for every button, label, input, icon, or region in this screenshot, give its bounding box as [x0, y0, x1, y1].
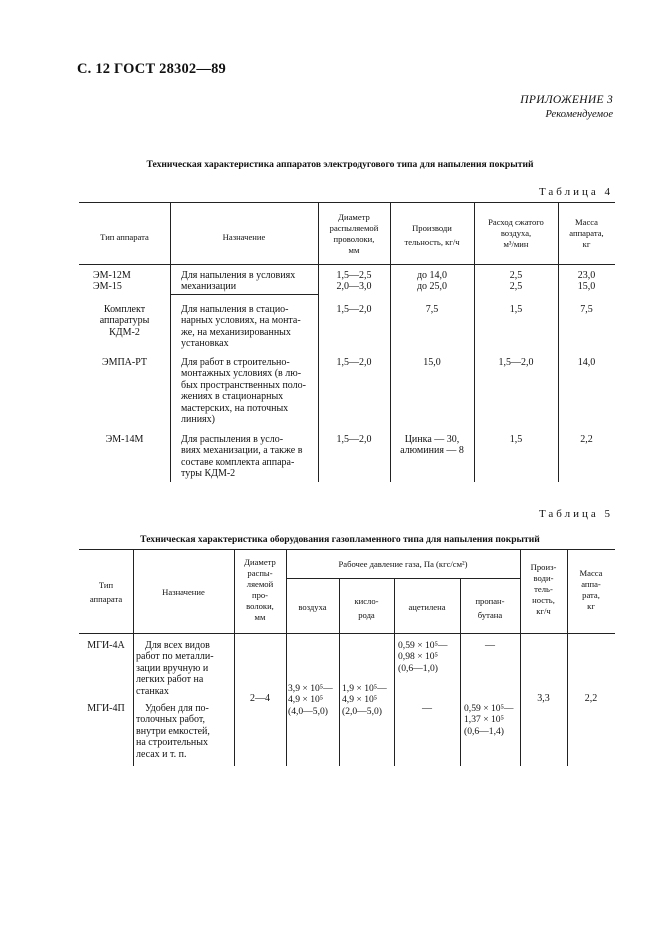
purpose-line: Для напыления в условиях [181, 270, 296, 281]
table4-row [79, 357, 170, 368]
cell-value: алюминия — 8 [400, 445, 464, 457]
cell-value: до 14,0 [416, 270, 448, 281]
purpose-line: Для напыления в стацио- [181, 304, 289, 315]
cell-value: (2,0—5,0) [342, 705, 382, 717]
header-text: кг [587, 601, 595, 611]
table4-header-purpose [170, 232, 318, 243]
table4-productivity [390, 357, 474, 368]
purpose-line: виях механизации, а также в [181, 445, 303, 457]
cell-value: 1,9 × 10⁵— [342, 683, 387, 694]
header-text: про- [251, 590, 269, 600]
table4-mass [558, 434, 615, 445]
cell-value: 4,9 × 10⁵ [342, 694, 378, 706]
purpose-line: нарных условиях, на монта- [181, 315, 301, 327]
table5-label: Таблица 5 [538, 508, 613, 520]
header-text: Назначение [162, 587, 205, 597]
table4-header-type [79, 232, 170, 243]
row-underline [170, 294, 318, 295]
table4-purpose [181, 434, 312, 480]
table5-diameter [234, 693, 286, 704]
table4-purpose [181, 270, 312, 293]
table4-row [79, 270, 170, 293]
table4-row [79, 304, 170, 338]
table4-title: Техническая характеристика аппаратов электродугового типа для напыления покрытий [146, 159, 534, 170]
cell-value: 2,2 [584, 693, 598, 704]
table5-header-type [79, 580, 133, 605]
header-text: мм [254, 612, 266, 622]
table4-purpose [181, 357, 312, 425]
table5-subheader-rule [286, 578, 520, 579]
purpose-line: же, на механизированных [181, 326, 291, 338]
cell-value: 1,5—2,0 [336, 357, 372, 368]
header-text: рода [358, 610, 375, 620]
header-text: Рабочее давление газа, Па (кгс/см²) [338, 559, 468, 569]
cell-value: 2,2 [580, 434, 593, 445]
cell-value: 1,5 [509, 434, 523, 445]
table5-title: Техническая характеристика оборудования газопламенного типа для напыления покрытий [140, 534, 540, 545]
header-text: рата, [582, 590, 600, 600]
table4-row [79, 434, 170, 445]
table4-mass [558, 357, 615, 368]
purpose-line: бых пространственных поло- [181, 379, 306, 391]
purpose-line: зации вручную и [136, 662, 209, 674]
purpose-line: мастерских, на поточных [181, 402, 289, 414]
table4-header-rule [79, 264, 615, 265]
header-text: аппа- [581, 579, 601, 589]
apparatus-type: ЭМ-14М [105, 434, 144, 445]
table4-purpose [181, 304, 312, 350]
purpose-line: станках [136, 685, 169, 697]
cell-value: (0,6—1,4) [464, 725, 504, 737]
table4-label: Таблица 4 [538, 186, 613, 198]
table5-divider [133, 549, 134, 766]
table4-mass [558, 304, 615, 315]
table5-top-rule [79, 549, 615, 550]
table4-air-flow [474, 434, 558, 445]
table4-header-mass [558, 217, 615, 250]
table5-header-rule [79, 633, 615, 634]
cell-value: — [485, 640, 495, 651]
table4-productivity [390, 270, 474, 293]
table4-air-flow [474, 270, 558, 293]
table5-divider [286, 549, 287, 766]
header-text: ляемой [246, 579, 274, 589]
table5-purpose [136, 640, 229, 697]
header-text: распыляемой [329, 223, 379, 233]
header-text: кисло- [354, 596, 379, 606]
table5-acetylene [394, 703, 460, 714]
cell-value: 1,5—2,0 [498, 357, 534, 368]
header-text: ацетилена [408, 602, 446, 612]
apparatus-type: ЭМПА-РТ [101, 357, 148, 368]
header-text: Масса [579, 568, 603, 578]
page-header: С. 12 ГОСТ 28302—89 [77, 61, 226, 77]
header-text: Производи [412, 223, 452, 233]
appendix-note: Рекомендуемое [545, 109, 613, 120]
table4-diameter [318, 304, 390, 315]
purpose-line: жениях в стационарных [181, 391, 284, 403]
header-text: воздуха, [500, 228, 532, 238]
apparatus-type: КДМ-2 [109, 326, 140, 338]
header-text: Тип аппарата [100, 232, 149, 242]
table4-productivity [390, 304, 474, 315]
purpose-line: внутри емкостей, [136, 725, 210, 737]
table5-row [79, 703, 133, 714]
table4-diameter [318, 434, 390, 445]
apparatus-type: ЭМ-15 [93, 281, 122, 293]
cell-value: 1,5—2,0 [336, 304, 372, 315]
header-text: аппарата [89, 594, 123, 604]
header-text: волоки, [246, 601, 274, 611]
table5-row [79, 640, 133, 651]
table5-header-pressure [286, 559, 520, 570]
cell-value: 2—4 [250, 693, 270, 704]
table4-header-productivity [390, 223, 474, 248]
cell-value: 2,5 [509, 281, 523, 293]
cell-value: 7,5 [580, 304, 593, 315]
cell-value: 1,5 [509, 304, 523, 315]
table5-propane [460, 640, 520, 651]
header-text: Диаметр [338, 212, 370, 222]
table4-mass [558, 270, 615, 293]
purpose-line: Для распыления в усло- [181, 434, 284, 445]
table5-header-propane [460, 596, 520, 621]
cell-value: 14,0 [577, 357, 596, 368]
cell-value: — [422, 703, 432, 714]
header-text: Расход сжатого [488, 217, 544, 227]
purpose-line: легких работ на [136, 674, 204, 686]
table5-header-productivity [520, 562, 567, 617]
purpose-line: Удобен для по- [145, 703, 209, 714]
table5-header-air [286, 602, 339, 613]
table4-divider [170, 202, 171, 482]
header-text: бутана [477, 610, 503, 620]
apparatus-type: МГИ-4А [87, 640, 125, 651]
table4-header-diameter [318, 212, 390, 256]
cell-value: 0,59 × 10⁵— [398, 640, 448, 651]
table5-oxygen [342, 683, 394, 717]
header-text: тель- [534, 584, 553, 594]
cell-value: (0,6—1,0) [398, 662, 438, 674]
cell-value: 15,0 [577, 281, 596, 293]
table5-header-purpose [133, 587, 234, 598]
table4-diameter [318, 270, 390, 293]
table5-purpose [136, 703, 229, 760]
purpose-line: линиях) [181, 414, 215, 426]
header-text: Назначение [222, 232, 266, 242]
header-text: м³/мин [503, 239, 529, 249]
cell-value: 3,9 × 10⁵— [288, 683, 333, 694]
table5-header-acetylene [394, 602, 460, 613]
table4-diameter [318, 357, 390, 368]
cell-value: 15,0 [423, 357, 441, 368]
cell-value: 7,5 [425, 304, 439, 315]
cell-value: 1,5—2,5 [336, 270, 372, 281]
apparatus-type: Комплект [103, 304, 146, 315]
table5-productivity [520, 693, 567, 704]
table4-header-air-flow [474, 217, 558, 250]
table4-air-flow [474, 304, 558, 315]
purpose-line: на строительных [136, 737, 209, 749]
cell-value: (4,0—5,0) [288, 705, 328, 717]
table5-acetylene [398, 640, 458, 674]
purpose-line: монтажных условиях (в лю- [181, 368, 302, 380]
table5-header-diameter [234, 557, 286, 623]
cell-value: 1,37 × 10⁵ [464, 714, 504, 726]
header-text: пропан- [475, 596, 505, 606]
purpose-line: туры КДМ-2 [181, 468, 236, 480]
header-text: воздуха [298, 602, 327, 612]
header-text: аппарата, [569, 228, 604, 238]
header-text: Масса [574, 217, 598, 227]
header-text: Произ- [530, 562, 557, 572]
table4-productivity [390, 434, 474, 457]
header-text: ность, [532, 595, 555, 605]
cell-value: 0,59 × 10⁵— [464, 703, 514, 714]
table5-propane [464, 703, 520, 737]
table5-air [288, 683, 339, 717]
header-text: мм [348, 245, 360, 255]
header-text: води- [533, 573, 554, 583]
header-text: Диаметр [244, 557, 276, 567]
header-text: кг [582, 239, 591, 249]
purpose-line: установках [181, 338, 229, 350]
table4-air-flow [474, 357, 558, 368]
appendix-title: ПРИЛОЖЕНИЕ 3 [520, 94, 613, 106]
cell-value: 2,5 [509, 270, 523, 281]
header-text: проволоки, [333, 234, 375, 244]
header-text: Тип [98, 580, 114, 590]
apparatus-type: ЭМ-12М [93, 270, 131, 281]
cell-value: Цинка — 30, [404, 434, 460, 445]
header-text: кг/ч [536, 606, 551, 616]
cell-value: 3,3 [537, 693, 550, 704]
header-text: тельность, кг/ч [404, 237, 460, 247]
apparatus-type: аппаратуры [99, 315, 150, 327]
purpose-line: работ по металли- [136, 651, 214, 663]
cell-value: 4,9 × 10⁵ [288, 694, 324, 706]
purpose-line: лесах и т. п. [136, 748, 187, 760]
purpose-line: механизации [181, 281, 237, 293]
table5-header-oxygen [339, 596, 394, 621]
purpose-line: толочных работ, [136, 714, 205, 726]
cell-value: 0,98 × 10⁵ [398, 651, 438, 663]
table4-top-rule [79, 202, 615, 203]
purpose-line: составе комплекта аппара- [181, 456, 295, 468]
cell-value: 2,0—3,0 [336, 281, 372, 293]
purpose-line: Для работ в строительно- [181, 357, 290, 368]
cell-value: 1,5—2,0 [336, 434, 372, 445]
apparatus-type: МГИ-4П [87, 703, 125, 714]
cell-value: до 25,0 [416, 281, 448, 293]
header-text: распы- [247, 568, 273, 578]
table5-mass [567, 693, 615, 704]
cell-value: 23,0 [577, 270, 596, 281]
table5-header-mass [567, 568, 615, 612]
purpose-line: Для всех видов [145, 640, 210, 651]
